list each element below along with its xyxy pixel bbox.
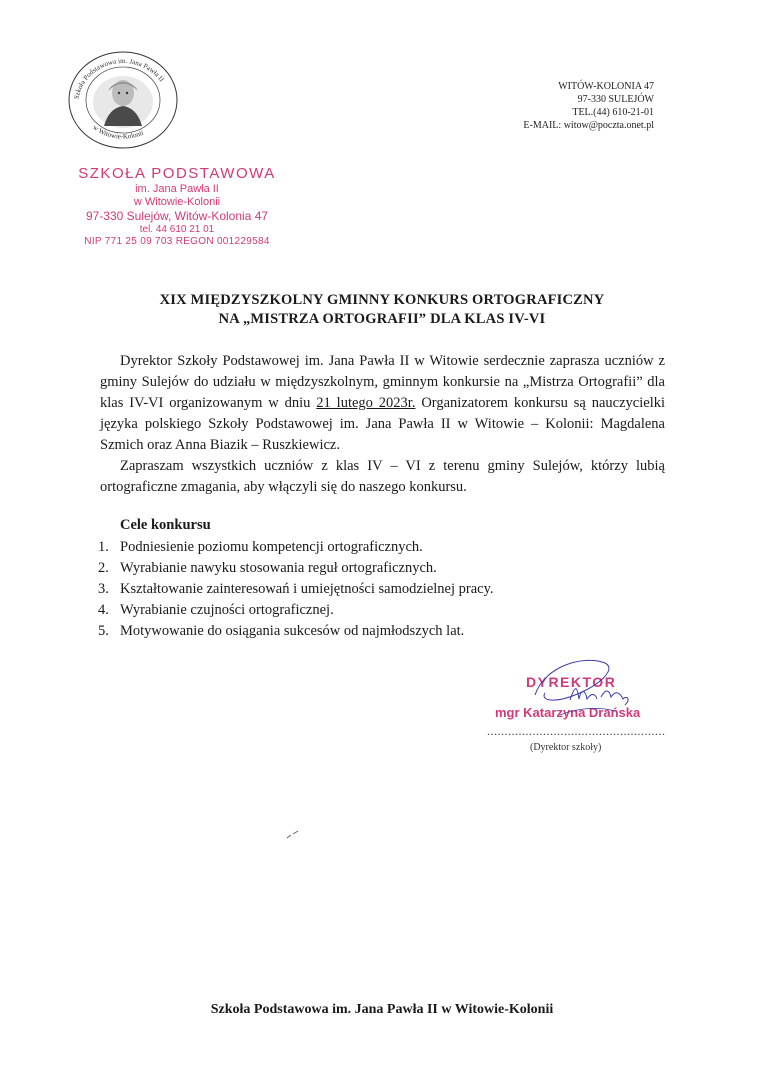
handwritten-signature	[505, 655, 655, 730]
school-contact-block	[523, 80, 654, 132]
list-item	[98, 600, 494, 621]
list-item	[98, 579, 494, 600]
stamp-location: w Witowie-Kolonii	[133, 196, 221, 208]
contact-postal: 97-330 SULEJÓW	[577, 94, 654, 105]
stamp-address: 97-330 Sulejów, Witów-Kolonia 47	[85, 209, 269, 223]
school-seal-logo	[64, 50, 182, 150]
signature-stamp-name: mgr Katarzyna Drańska	[495, 705, 641, 720]
goals-heading: Cele konkursu	[120, 517, 211, 533]
list-item-text: Wyrabianie czujności ortograficznej.	[120, 602, 334, 618]
title-line-2: NA „MISTRZA ORTOGRAFII” DLA KLAS IV-VI	[218, 311, 546, 327]
stamp-tax-ids: NIP 771 25 09 703 REGON 001229584	[84, 236, 270, 247]
invitation-text-start: Dyrektor Szkoły Podstawowej im. Jana Pawła II w Witowie serdecznie zaprasza uczniów z gminy Sulejów do udziału w międzyszkolnym, gminnym konkursie na „Mistrza Ortografii” dla klas IV-VI organizowanym w dniu	[100, 353, 665, 411]
signature-line: ...................................................	[487, 724, 666, 738]
stamp-patron: im. Jana Pawła II	[135, 183, 219, 195]
footer-school-name: Szkoła Podstawowa im. Jana Pawła II w Witowie-Kolonii	[210, 1002, 554, 1017]
list-item	[98, 558, 494, 579]
list-item-text: Kształtowanie zainteresowań i umiejętności samodzielnej pracy.	[120, 581, 494, 597]
list-item-number: 3.	[98, 581, 109, 597]
list-item-number: 2.	[98, 560, 109, 576]
title-line-1: XIX MIĘDZYSZKOLNY GMINNY KONKURS ORTOGRAFICZNY	[159, 292, 605, 308]
encouragement-paragraph: Zapraszam wszystkich uczniów z klas IV – VI z terenu gminy Sulejów, którzy lubią ortograficzne zmagania, aby włączyli się do naszego konkursu.	[100, 458, 665, 495]
contact-email: E-MAIL: witow@poczta.onet.pl	[523, 120, 654, 131]
list-item-text: Wyrabianie nawyku stosowania reguł ortograficznych.	[120, 560, 437, 576]
stamp-school-name: SZKOŁA PODSTAWOWA	[78, 165, 276, 182]
stamp-phone: tel. 44 610 21 01	[139, 224, 215, 235]
document-title	[0, 291, 764, 329]
contact-phone: TEL.(44) 610-21-01	[572, 107, 654, 118]
list-item-text: Motywowanie do osiągania sukcesów od najmłodszych lat.	[120, 623, 465, 639]
contact-address: WITÓW-KOLONIA 47	[558, 81, 654, 92]
school-stamp	[72, 164, 282, 248]
invitation-paragraph	[100, 351, 665, 456]
scan-mark	[286, 830, 300, 840]
signature-caption: (Dyrektor szkoły)	[530, 742, 602, 753]
list-item-number: 4.	[98, 602, 109, 618]
list-item-number: 1.	[98, 539, 109, 555]
list-item-text: Podniesienie poziomu kompetencji ortograficznych.	[120, 539, 423, 555]
contest-date: 21 lutego 2023r.	[316, 395, 416, 411]
list-item	[98, 537, 494, 558]
svg-text:w Witowie-Kolonii: w Witowie-Kolonii	[91, 123, 145, 141]
invitation-text-end: Organizatorem konkursu są nauczycielki języka polskiego Szkoły Podstawowej im. Jana Pawła II w Witowie – Kolonii: Magdalena Szmich oraz Anna Biazik – Ruszkiewicz.	[100, 395, 665, 453]
goals-list	[98, 537, 494, 642]
list-item-number: 5.	[98, 623, 109, 639]
svg-text:Szkoła Podstawowa im. Jana Paw: Szkoła Podstawowa im. Jana Pawła II	[72, 56, 166, 100]
signature-stamp-title: DYREKTOR	[526, 674, 617, 690]
list-item	[98, 621, 494, 642]
